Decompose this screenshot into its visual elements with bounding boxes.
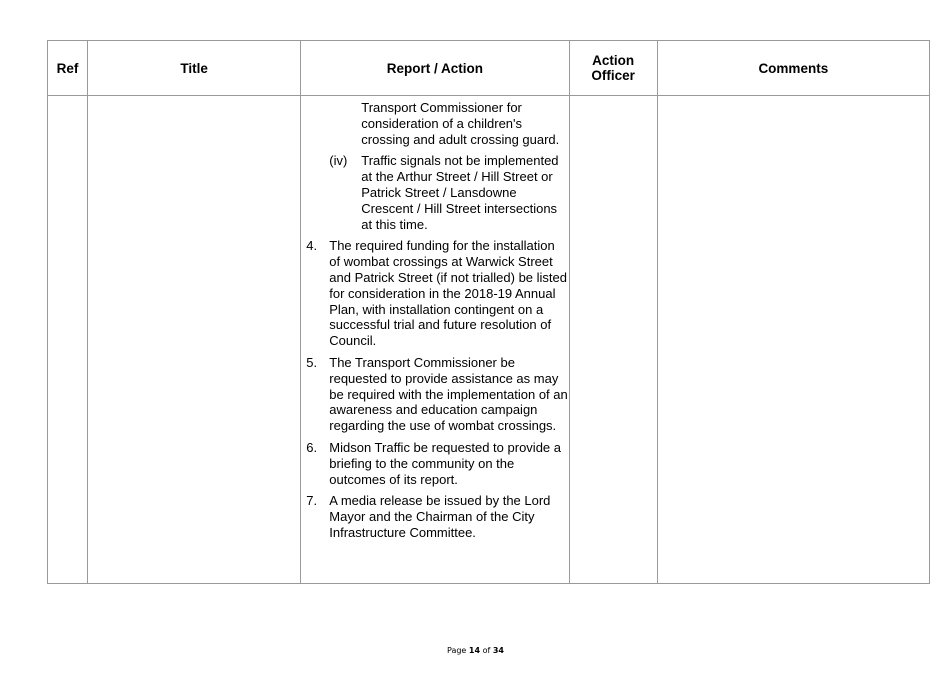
header-report-action: Report / Action — [301, 41, 569, 96]
list-item — [301, 238, 568, 349]
list-item — [301, 493, 568, 540]
cell-action-officer — [569, 96, 657, 584]
sub-item-iv — [301, 153, 568, 232]
list-item-marker: 7. — [306, 493, 318, 509]
cell-title — [88, 96, 301, 584]
cell-comments — [657, 96, 929, 584]
continuation-text: Transport Commissioner for consideration of a children's crossing and adult crossing guard. — [361, 100, 560, 147]
header-ref: Ref — [48, 41, 88, 96]
header-action-officer-label: Action Officer — [591, 53, 635, 83]
list-item-marker: 6. — [306, 439, 318, 455]
list-item — [301, 440, 568, 487]
footer-page-prefix: Page — [446, 646, 467, 655]
list-item-marker: 5. — [306, 354, 318, 370]
table-header-row — [48, 41, 930, 96]
page-footer — [0, 646, 951, 655]
cell-ref — [48, 96, 88, 584]
list-item-text: The Transport Commissioner be requested to provide assistance as may be required with the implementation of an awareness and education campaign regarding the use of wombat crossings. — [329, 354, 568, 434]
header-action-officer — [569, 41, 657, 96]
footer-of: of — [482, 646, 491, 655]
report-table — [47, 40, 930, 584]
footer-page-number: 14 — [468, 646, 481, 655]
list-item-text: A media release be issued by the Lord Mayor and the Chairman of the City Infrastructure Committee. — [329, 493, 551, 540]
list-item-marker: 4. — [306, 238, 318, 254]
sub-item-marker: (iv) — [329, 153, 348, 169]
table-row — [48, 96, 930, 584]
list-item-text: Midson Traffic be requested to provide a briefing to the community on the outcomes of its report. — [329, 439, 561, 487]
header-comments: Comments — [657, 41, 929, 96]
sub-item-text: Traffic signals not be implemented at the Arthur Street / Hill Street or Patrick Street / Lansdowne Crescent / Hill Street intersections at this time. — [361, 153, 559, 232]
cell-report-action — [301, 96, 569, 584]
footer-page-total: 34 — [492, 646, 504, 655]
header-title: Title — [88, 41, 301, 96]
list-item — [301, 355, 568, 434]
list-item-text: The required funding for the installation of wombat crossings at Warwick Street and Patrick Street (if not trialled) be listed for consideration in the 2018-19 Annual Plan, with installation contingent on a successful trial and future resolution of Council. — [329, 238, 567, 349]
